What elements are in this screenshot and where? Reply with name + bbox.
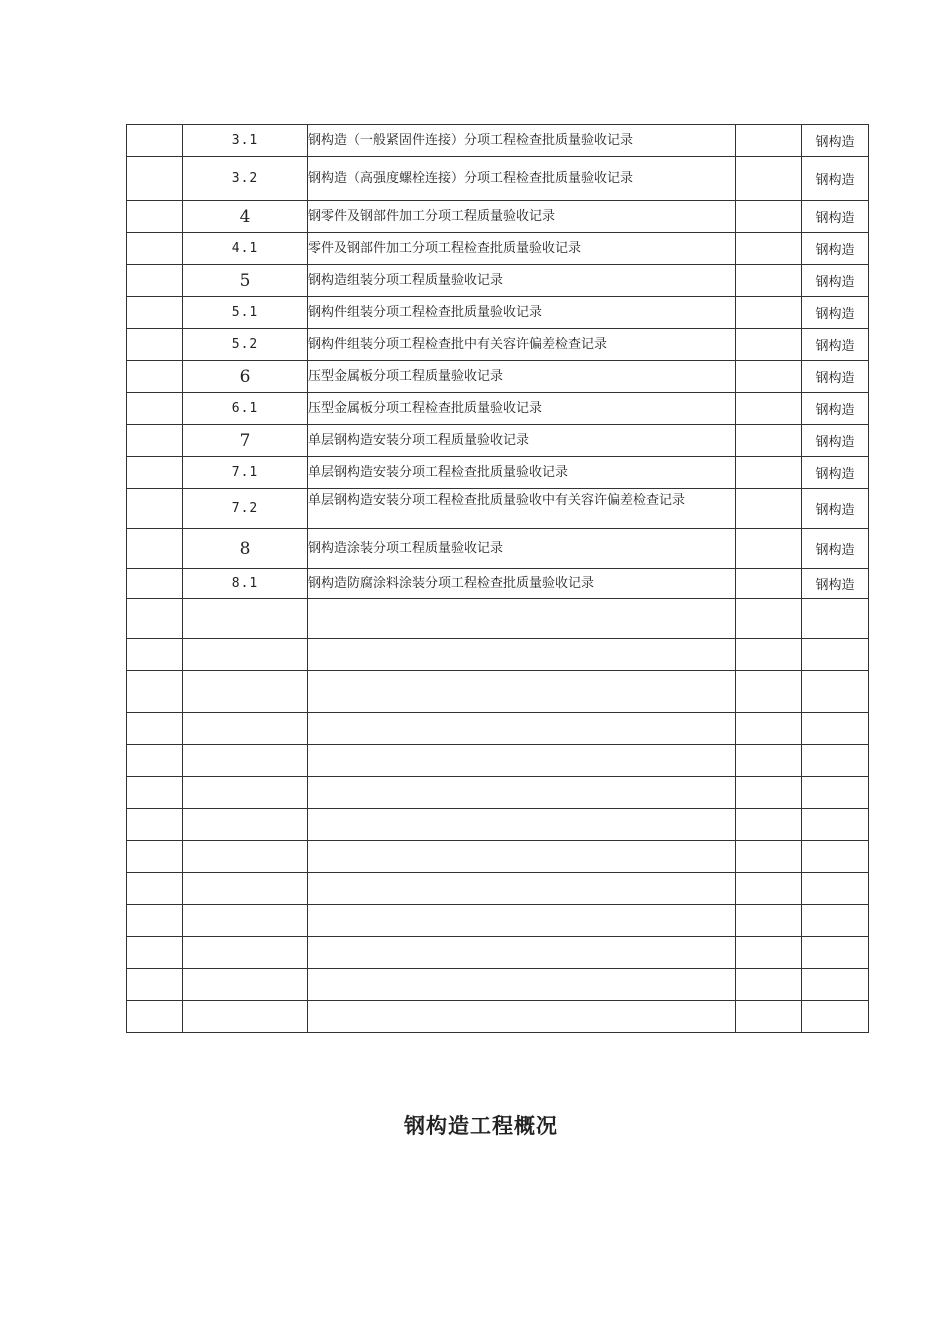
empty-row [127,777,869,809]
table-row [127,233,869,265]
item-number: 3.1 [183,125,308,157]
item-category: 钢构造 [802,125,869,157]
table-row [127,157,869,201]
blank-cell [802,671,869,713]
blank-cell [308,1001,736,1033]
item-number: 5.2 [183,329,308,361]
item-category: 钢构造 [802,329,869,361]
empty-row [127,873,869,905]
item-category: 钢构造 [802,489,869,529]
item-category: 钢构造 [802,233,869,265]
table-row [127,457,869,489]
blank-cell [308,713,736,745]
item-category: 钢构造 [802,529,869,569]
empty-row [127,969,869,1001]
item-number: 5.1 [183,297,308,329]
item-number: 6 [183,361,308,393]
item-title: 钢构造组装分项工程质量验收记录 [308,265,736,297]
blank-cell [802,745,869,777]
item-number: 5 [183,265,308,297]
item-title: 钢构造（一般紧固件连接）分项工程检查批质量验收记录 [308,125,736,157]
blank-cell [802,1001,869,1033]
blank-cell [183,937,308,969]
blank-cell [127,393,183,425]
blank-cell [802,713,869,745]
blank-cell [183,639,308,671]
blank-cell [736,905,802,937]
item-title: 单层钢构造安装分项工程检查批质量验收记录 [308,457,736,489]
blank-cell [308,969,736,1001]
blank-cell [308,745,736,777]
item-number: 7 [183,425,308,457]
empty-row [127,937,869,969]
item-category: 钢构造 [802,157,869,201]
table-row [127,361,869,393]
empty-row [127,745,869,777]
blank-cell [127,713,183,745]
blank-cell [736,157,802,201]
item-number: 7.1 [183,457,308,489]
blank-cell [802,599,869,639]
blank-cell [127,457,183,489]
blank-cell [802,777,869,809]
blank-cell [127,809,183,841]
blank-cell [736,569,802,599]
table-row [127,489,869,529]
blank-cell [127,671,183,713]
empty-row [127,1001,869,1033]
blank-cell [127,745,183,777]
blank-cell [127,297,183,329]
table-row [127,297,869,329]
blank-cell [183,1001,308,1033]
records-table [126,124,869,1033]
empty-row [127,809,869,841]
blank-cell [308,777,736,809]
blank-cell [183,873,308,905]
blank-cell [127,489,183,529]
blank-cell [736,745,802,777]
blank-cell [308,841,736,873]
blank-cell [802,809,869,841]
item-title: 钢构件组装分项工程检查批中有关容许偏差检查记录 [308,329,736,361]
blank-cell [736,777,802,809]
blank-cell [183,969,308,1001]
blank-cell [127,569,183,599]
blank-cell [736,265,802,297]
empty-row [127,599,869,639]
blank-cell [802,937,869,969]
item-number: 8.1 [183,569,308,599]
item-category: 钢构造 [802,265,869,297]
item-category: 钢构造 [802,297,869,329]
item-number: 7.2 [183,489,308,529]
blank-cell [127,639,183,671]
blank-cell [127,841,183,873]
table-row [127,329,869,361]
blank-cell [802,969,869,1001]
blank-cell [127,937,183,969]
blank-cell [183,905,308,937]
item-number: 4 [183,201,308,233]
blank-cell [127,361,183,393]
blank-cell [183,809,308,841]
blank-cell [308,905,736,937]
section-heading: 钢构造工程概况 [404,1113,558,1138]
blank-cell [183,841,308,873]
blank-cell [736,125,802,157]
item-category: 钢构造 [802,201,869,233]
blank-cell [736,671,802,713]
blank-cell [183,745,308,777]
item-title-text: 单层钢构造安装分项工程检查批质量验收中有关容许偏差检查记录 [308,493,686,508]
table-row [127,201,869,233]
blank-cell [308,671,736,713]
blank-cell [736,329,802,361]
blank-cell [736,713,802,745]
blank-cell [127,905,183,937]
item-category: 钢构造 [802,393,869,425]
blank-cell [802,873,869,905]
item-title: 钢构造涂装分项工程质量验收记录 [308,529,736,569]
empty-row [127,713,869,745]
item-title: 单层钢构造安装分项工程质量验收记录 [308,425,736,457]
blank-cell [127,157,183,201]
blank-cell [736,201,802,233]
blank-cell [308,599,736,639]
empty-row [127,905,869,937]
blank-cell [736,233,802,265]
item-category: 钢构造 [802,361,869,393]
blank-cell [736,425,802,457]
blank-cell [736,809,802,841]
blank-cell [736,599,802,639]
blank-cell [127,265,183,297]
blank-cell [183,777,308,809]
blank-cell [736,873,802,905]
item-number: 6.1 [183,393,308,425]
empty-row [127,639,869,671]
item-title [308,489,736,529]
blank-cell [127,201,183,233]
blank-cell [736,361,802,393]
item-title: 钢零件及钢部件加工分项工程质量验收记录 [308,201,736,233]
item-title: 压型金属板分项工程检查批质量验收记录 [308,393,736,425]
blank-cell [127,329,183,361]
blank-cell [127,777,183,809]
blank-cell [127,873,183,905]
blank-cell [736,489,802,529]
blank-cell [802,841,869,873]
item-title: 钢构造防腐涂料涂装分项工程检查批质量验收记录 [308,569,736,599]
item-number: 8 [183,529,308,569]
blank-cell [736,937,802,969]
blank-cell [127,233,183,265]
table-row [127,425,869,457]
item-title: 压型金属板分项工程质量验收记录 [308,361,736,393]
item-number: 3.2 [183,157,308,201]
table-row [127,569,869,599]
item-title: 钢构造（高强度螺栓连接）分项工程检查批质量验收记录 [308,157,736,201]
blank-cell [183,599,308,639]
item-category: 钢构造 [802,457,869,489]
blank-cell [736,457,802,489]
blank-cell [802,905,869,937]
blank-cell [127,1001,183,1033]
blank-cell [308,937,736,969]
blank-cell [183,713,308,745]
empty-row [127,671,869,713]
blank-cell [736,529,802,569]
blank-cell [736,1001,802,1033]
blank-cell [127,529,183,569]
item-title: 钢构件组装分项工程检查批质量验收记录 [308,297,736,329]
blank-cell [736,969,802,1001]
blank-cell [802,639,869,671]
empty-row [127,841,869,873]
blank-cell [736,639,802,671]
blank-cell [127,425,183,457]
blank-cell [308,639,736,671]
blank-cell [308,873,736,905]
item-category: 钢构造 [802,569,869,599]
blank-cell [127,599,183,639]
item-title: 零件及钢部件加工分项工程检查批质量验收记录 [308,233,736,265]
blank-cell [308,809,736,841]
item-number: 4.1 [183,233,308,265]
table-row [127,125,869,157]
blank-cell [127,969,183,1001]
blank-cell [183,671,308,713]
blank-cell [736,393,802,425]
item-category: 钢构造 [802,425,869,457]
table-row [127,529,869,569]
blank-cell [736,841,802,873]
table-row [127,393,869,425]
blank-cell [736,297,802,329]
table-row [127,265,869,297]
blank-cell [127,125,183,157]
records-table-body [127,125,869,1033]
